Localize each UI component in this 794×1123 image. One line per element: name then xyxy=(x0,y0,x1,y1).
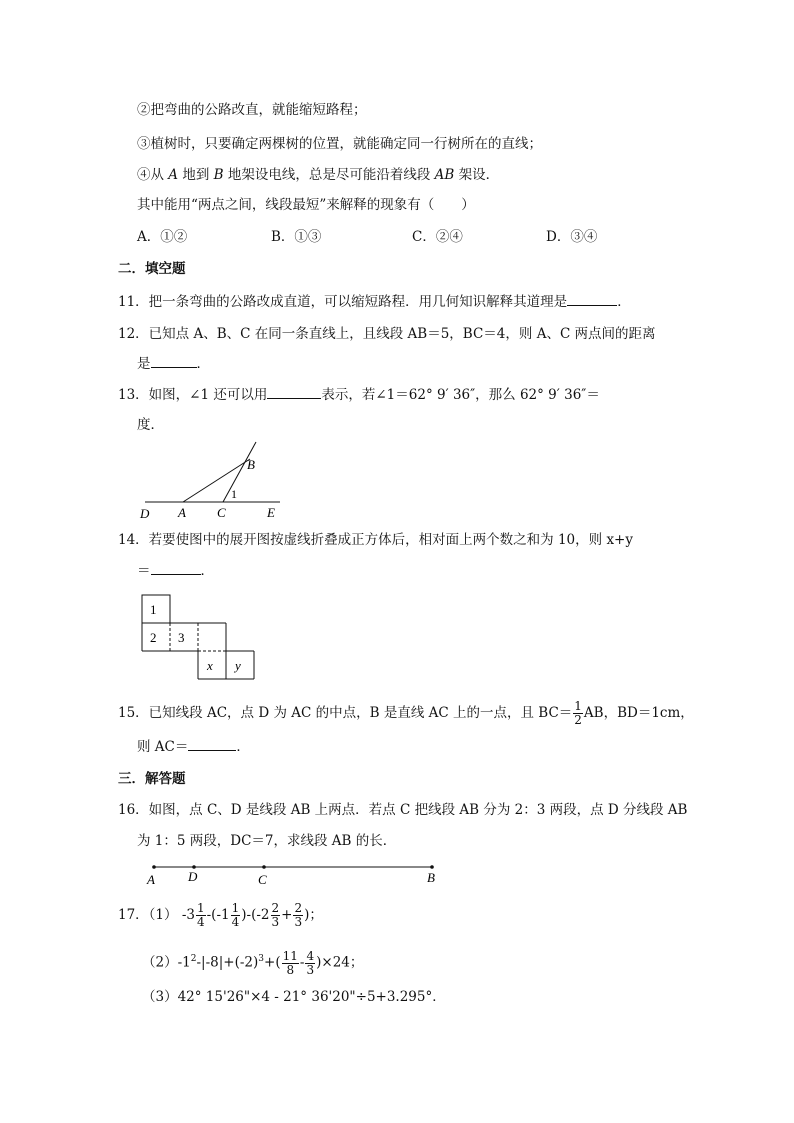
q10-option-c: C．②④ xyxy=(412,229,463,245)
q15-line-1: 15．已知线段 AC，点 D 为 AC 的中点，B 是直线 AC 上的一点，且 BC＝ $\frac{1}{2}$ AB，BD＝1cm， xyxy=(118,699,694,727)
q17-part-3: （3）42° 15'26"×4 - 21° 36'20"÷5+3.295°． xyxy=(142,989,446,1005)
q10-option-d: D．③④ xyxy=(546,229,598,245)
q13-label-e: E xyxy=(267,505,275,520)
q13-label-a: A xyxy=(178,505,186,520)
q14-answer-blank xyxy=(151,562,201,575)
q12-answer-blank xyxy=(151,355,197,368)
q11: 11．把一条弯曲的公路改成直道，可以缩短路程．用几何知识解释其道理是 ． xyxy=(118,294,631,310)
q13-label-b: B xyxy=(247,457,255,472)
q14-net-cell-x: x xyxy=(207,658,213,673)
q10-question: 其中能用“两点之间，线段最短”来解释的现象有（ ） xyxy=(137,197,475,213)
q10-item-4: ④从 A 地到 B 地架设电线，总是尽可能沿着线段 AB 架设． xyxy=(137,167,500,183)
q13-label-angle-1: 1 xyxy=(231,487,237,501)
q16-label-d: D xyxy=(188,869,198,884)
q14-net-cell-1: 1 xyxy=(150,602,157,617)
q13-label-c: C xyxy=(217,505,226,520)
q13-angle-figure xyxy=(135,438,295,522)
q12-line-2: 是 ． xyxy=(137,356,210,372)
q14-line-1: 14．若要使图中的展开图按虚线折叠成正方体后，相对面上两个数之和为 10，则 x+y xyxy=(118,532,633,548)
q14-net-cell-3: 3 xyxy=(178,630,185,645)
q13-line-2: 度． xyxy=(137,417,164,433)
q15-answer-blank xyxy=(188,738,236,751)
q10-item-2: ②把弯曲的公路改直，就能缩短路程； xyxy=(137,102,367,118)
q10-option-a: A．①② xyxy=(137,229,188,245)
q16-line-2: 为 1：5 两段，DC＝7，求线段 AB 的长． xyxy=(137,833,397,849)
q10-item-3: ③植树时，只要确定两棵树的位置，就能确定同一行树所在的直线； xyxy=(137,136,542,152)
section-3-title: 三．解答题 xyxy=(118,771,186,787)
q17-part-1: 17．（1） -3 $\frac{1}{4}$ -(-1 $\frac{1}{4}$ )-(-2 $\frac{2}{3}$ + $\frac{2}{3}$ )； xyxy=(118,901,323,929)
q16-label-b: B xyxy=(427,870,435,885)
q13-answer-blank xyxy=(267,386,321,399)
q10-option-b: B．①③ xyxy=(271,229,322,245)
q16-line-1: 16．如图，点 C、D 是线段 AB 上两点．若点 C 把线段 AB 分为 2：3 两段，点 D 分线段 AB xyxy=(118,802,688,818)
q13-label-d: D xyxy=(140,506,150,521)
q12-line-1: 12．已知点 A、B、C 在同一条直线上，且线段 AB＝5，BC＝4，则 A、C 两点间的距离 xyxy=(118,326,656,342)
q15-fraction: $\frac{1}{2}$ xyxy=(574,699,582,727)
q15-line-2: 则 AC＝ ． xyxy=(137,739,250,755)
q14-net-cell-y: y xyxy=(235,658,241,673)
q17-part-2: $(2)-1^2-|-8|+(-2)^3+$( $\frac{11}{8}$ - $\frac{4}{3}$ )×24； xyxy=(142,948,364,977)
q14-net-cell-2: 2 xyxy=(150,630,157,645)
q11-answer-blank xyxy=(567,293,617,306)
section-2-title: 二．填空题 xyxy=(118,261,186,277)
q16-segment-figure xyxy=(142,858,447,888)
q16-label-c: C xyxy=(258,872,267,887)
q16-label-a: A xyxy=(147,872,155,887)
q14-cube-net xyxy=(138,592,260,682)
q13-line-1: 13．如图，∠1 还可以用 表示，若∠1＝62° 9′ 36″，那么 62° 9′ 36″＝ xyxy=(118,387,600,403)
q14-line-2: ＝ ． xyxy=(137,563,214,579)
